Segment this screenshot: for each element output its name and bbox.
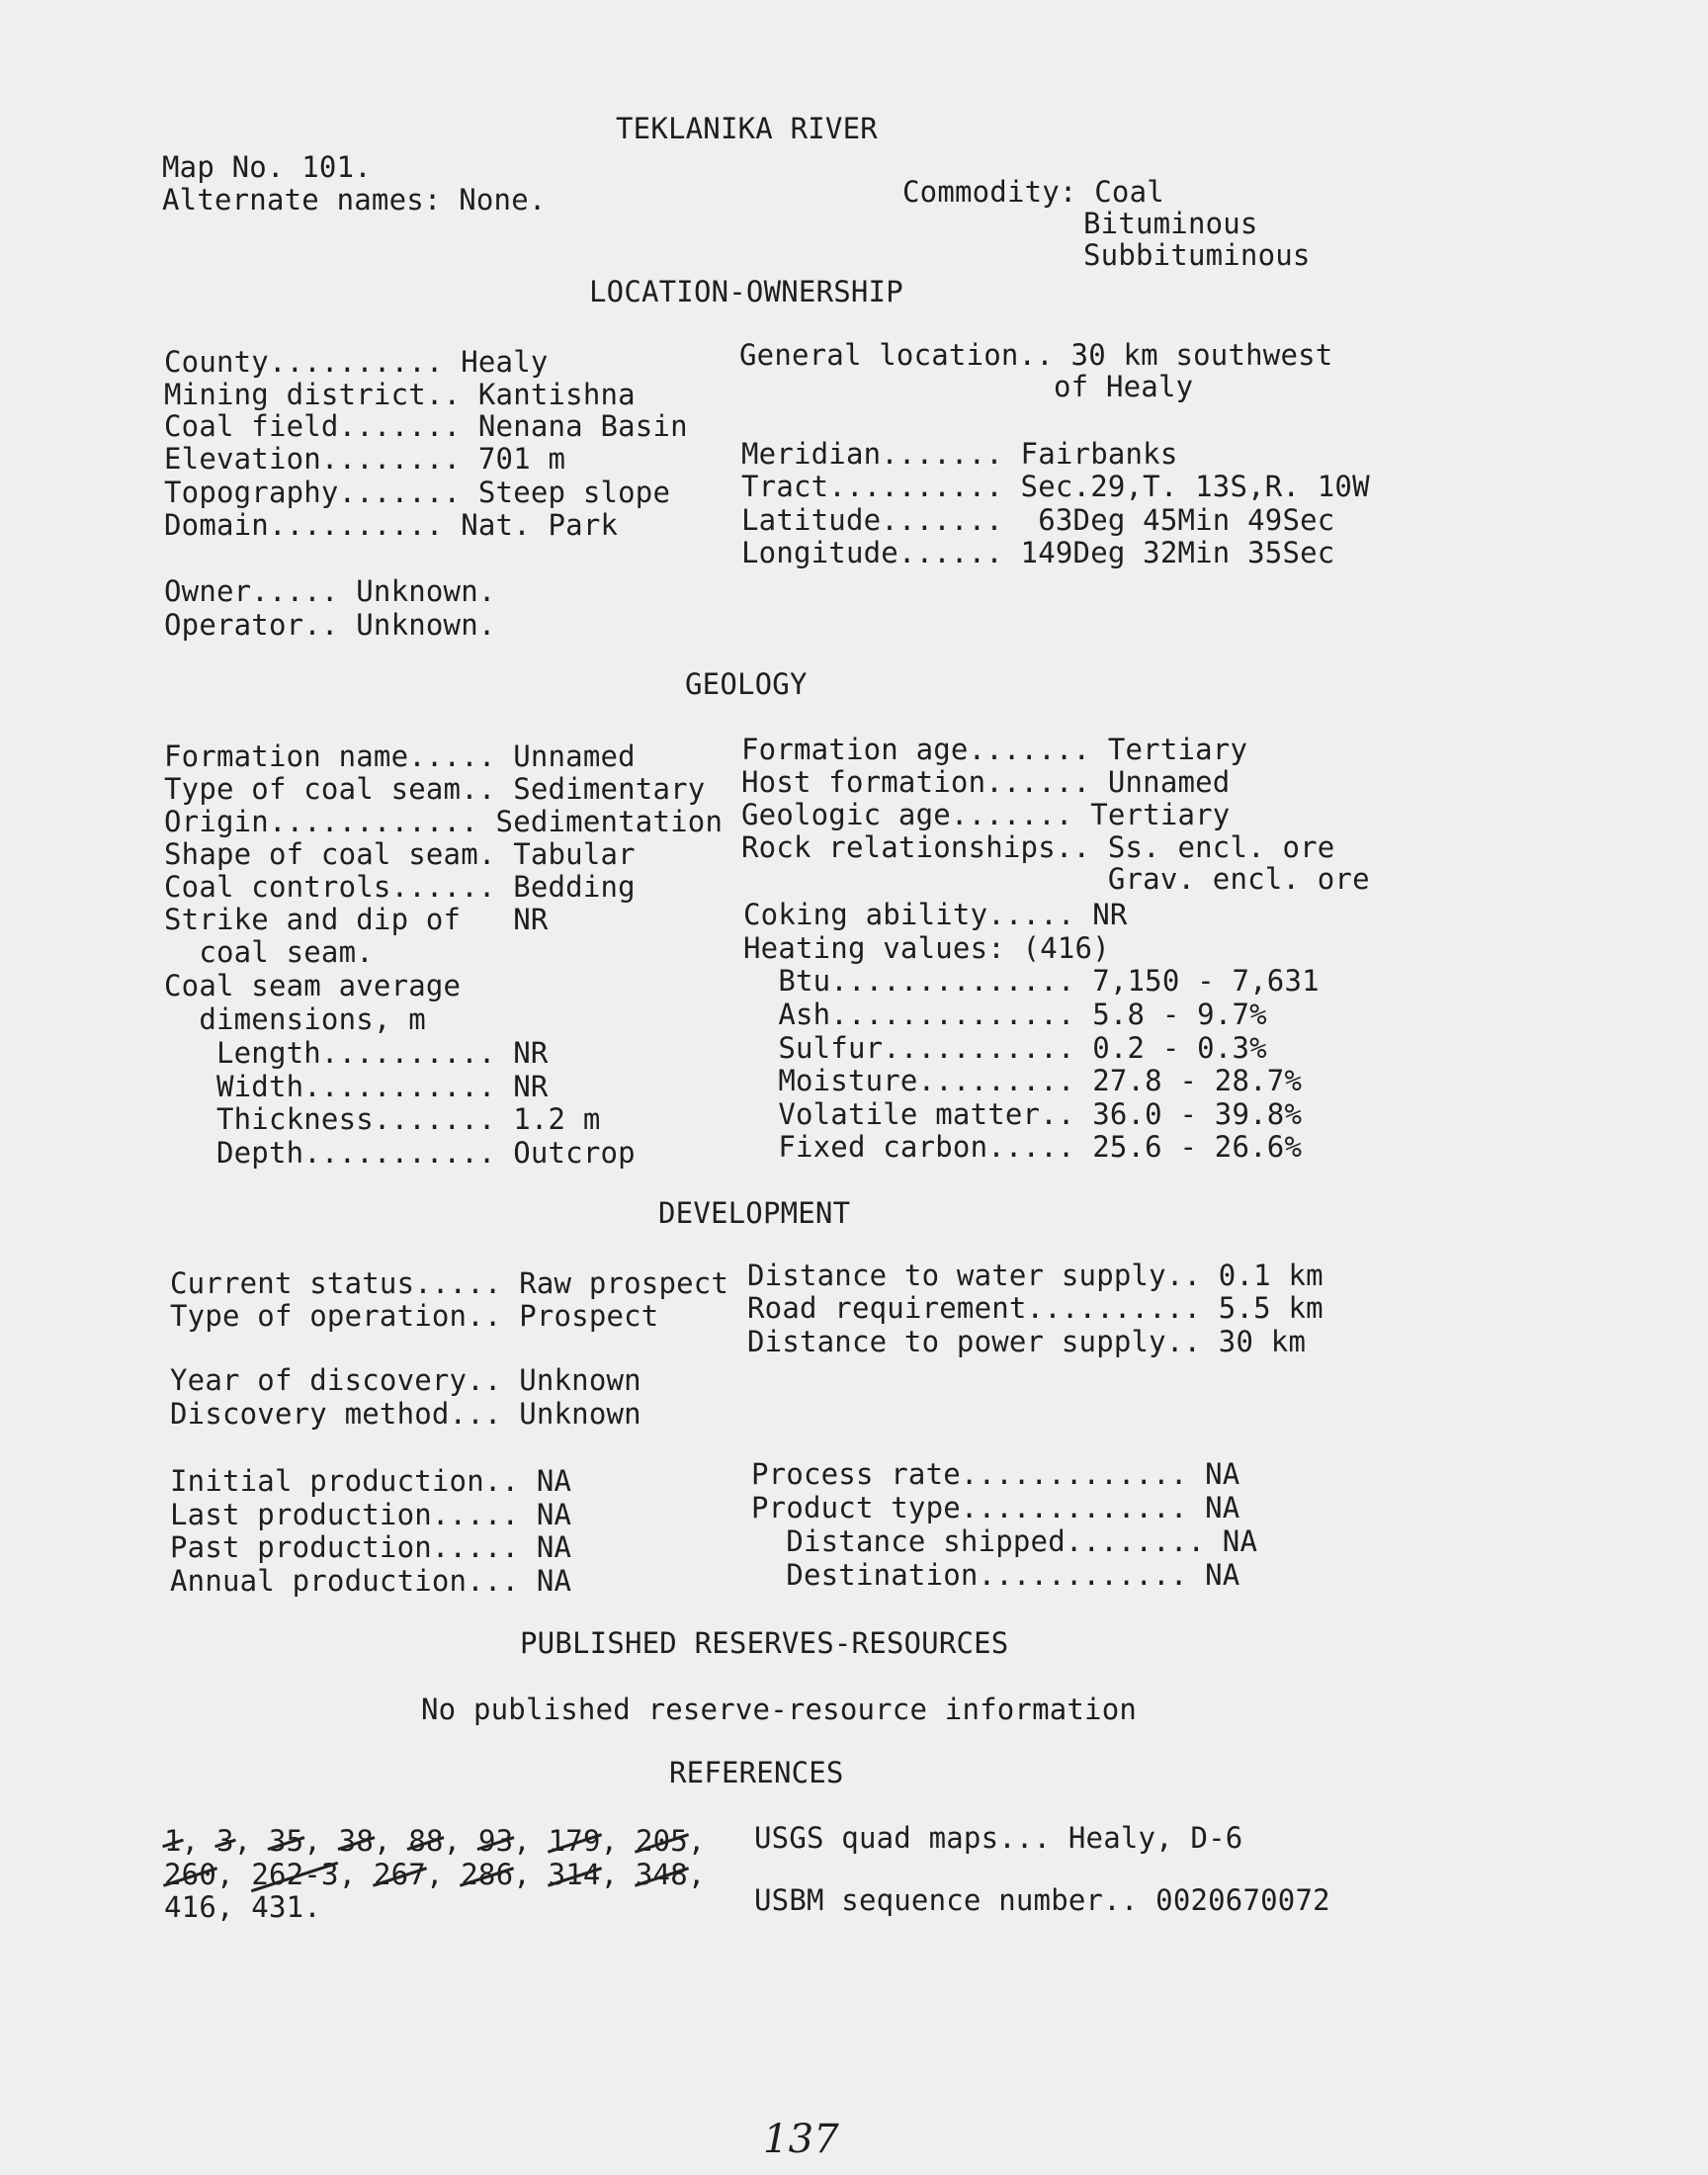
commodity: Commodity: Coal — [902, 175, 1164, 209]
geology-field: Length.......... NR — [164, 1036, 549, 1070]
location-field: Domain.......... Nat. Park — [164, 508, 619, 542]
geology-field: Thickness....... 1.2 m — [164, 1102, 601, 1136]
development-field: Distance to power supply.. 30 km — [747, 1325, 1307, 1358]
geology-field: Width........... NR — [164, 1070, 549, 1103]
geology-field: Grav. encl. ore — [741, 862, 1370, 896]
reference-number-struck: 35 — [269, 1824, 304, 1858]
reserves-heading: PUBLISHED RESERVES-RESOURCES — [520, 1626, 1009, 1660]
location-field: Elevation........ 701 m — [164, 442, 566, 476]
references-list-line-3: 416, 431. — [164, 1890, 321, 1924]
geology-field: Moisture......... 27.8 - 28.7% — [743, 1064, 1303, 1097]
geology-field: Coal seam average — [164, 969, 462, 1002]
geology-field: Fixed carbon..... 25.6 - 26.6% — [743, 1130, 1303, 1164]
geology-heading: GEOLOGY — [685, 667, 808, 701]
development-field: Distance to water supply.. 0.1 km — [747, 1259, 1324, 1292]
location-field: Meridian....... Fairbanks — [741, 437, 1178, 471]
map-number: Map No. 101. — [162, 150, 372, 184]
location-field: Longitude...... 149Deg 32Min 35Sec — [741, 536, 1335, 569]
development-field: Destination............ NA — [751, 1558, 1240, 1592]
reference-number-struck: 262-3 — [251, 1858, 339, 1891]
location-field: County.......... Healy — [164, 345, 549, 379]
geology-field: Strike and dip of NR — [164, 903, 549, 936]
development-field: Product type............. NA — [751, 1491, 1240, 1524]
development-field: Road requirement.......... 5.5 km — [747, 1291, 1324, 1325]
usgs-quad-maps: USGS quad maps... Healy, D-6 — [754, 1821, 1243, 1855]
geology-field: Coal controls...... Bedding — [164, 870, 636, 904]
reserves-text: No published reserve-resource information — [421, 1693, 1138, 1726]
commodity-subbituminous: Subbituminous — [1083, 238, 1311, 272]
reference-number-struck: 3 — [216, 1824, 234, 1858]
references-heading: REFERENCES — [669, 1756, 844, 1789]
reference-number-struck: 348 — [635, 1858, 688, 1891]
reference-number-struck: 179 — [548, 1824, 601, 1858]
reference-number-struck: 88 — [408, 1824, 444, 1858]
reference-number-struck: 260 — [164, 1858, 216, 1891]
development-field: Distance shipped........ NA — [751, 1524, 1258, 1558]
alternate-names: Alternate names: None. — [162, 183, 547, 217]
reference-number-struck: 267 — [373, 1858, 426, 1891]
geology-field: Coking ability..... NR — [743, 898, 1128, 931]
owner: Owner..... Unknown. — [164, 574, 496, 608]
development-heading: DEVELOPMENT — [658, 1196, 851, 1230]
development-field: Discovery method... Unknown — [170, 1397, 641, 1431]
geology-field: Origin............ Sedimentation — [164, 805, 724, 838]
geology-field: Heating values: (416) — [743, 931, 1110, 965]
geology-field: Formation age....... Tertiary — [741, 733, 1248, 766]
geology-field: Geologic age....... Tertiary — [741, 798, 1231, 831]
geology-field: coal seam. — [164, 935, 374, 969]
geology-field: Shape of coal seam. Tabular — [164, 837, 636, 871]
reference-number-struck: 38 — [338, 1824, 374, 1858]
reference-number-struck: 1 — [164, 1824, 182, 1858]
development-field: Annual production... NA — [170, 1564, 572, 1598]
geology-field: Depth........... Outcrop — [164, 1136, 636, 1170]
location-field: Latitude....... 63Deg 45Min 49Sec — [741, 503, 1335, 537]
location-field: Topography....... Steep slope — [164, 476, 671, 509]
reference-number-struck: 314 — [548, 1858, 601, 1891]
geology-field: Volatile matter.. 36.0 - 39.8% — [743, 1097, 1303, 1131]
reference-number-struck: 205 — [635, 1824, 688, 1858]
development-field: Process rate............. NA — [751, 1457, 1240, 1491]
operator: Operator.. Unknown. — [164, 608, 496, 642]
geology-field: Type of coal seam.. Sedimentary — [164, 772, 706, 806]
general-location-2: of Healy — [1054, 370, 1194, 403]
location-field: Coal field....... Nenana Basin — [164, 409, 688, 443]
development-field: Type of operation.. Prospect — [170, 1299, 659, 1333]
page-title: TEKLANIKA RIVER — [616, 112, 878, 145]
references-list-line-1: 1, 3, 35, 38, 88, 93, 179, 205, — [164, 1824, 706, 1858]
usbm-sequence-number: USBM sequence number.. 0020670072 — [754, 1883, 1330, 1917]
geology-field: Rock relationships.. Ss. encl. ore — [741, 830, 1335, 864]
general-location: General location.. 30 km southwest — [739, 338, 1333, 372]
development-field: Last production..... NA — [170, 1498, 572, 1531]
location-field: Mining district.. Kantishna — [164, 378, 636, 411]
geology-field: Host formation...... Unnamed — [741, 765, 1231, 799]
page-number: 137 — [763, 2117, 839, 2162]
reference-number-struck: 286 — [461, 1858, 514, 1891]
development-field: Year of discovery.. Unknown — [170, 1363, 641, 1397]
geology-field: Ash.............. 5.8 - 9.7% — [743, 998, 1267, 1031]
development-field: Initial production.. NA — [170, 1464, 572, 1498]
location-heading: LOCATION-OWNERSHIP — [589, 275, 903, 308]
references-list-line-2: 260, 262-3, 267, 286, 314, 348, — [164, 1858, 706, 1891]
geology-field: Formation name..... Unnamed — [164, 740, 636, 773]
geology-field: Sulfur........... 0.2 - 0.3% — [743, 1031, 1267, 1065]
geology-field: dimensions, m — [164, 1002, 426, 1036]
geology-field: Btu.............. 7,150 - 7,631 — [743, 964, 1320, 998]
commodity-bituminous: Bituminous — [1083, 207, 1258, 240]
development-field: Past production..... NA — [170, 1530, 572, 1564]
location-field: Tract.......... Sec.29,T. 13S,R. 10W — [741, 470, 1370, 503]
development-field: Current status..... Raw prospect — [170, 1266, 729, 1300]
reference-number-struck: 93 — [477, 1824, 514, 1858]
